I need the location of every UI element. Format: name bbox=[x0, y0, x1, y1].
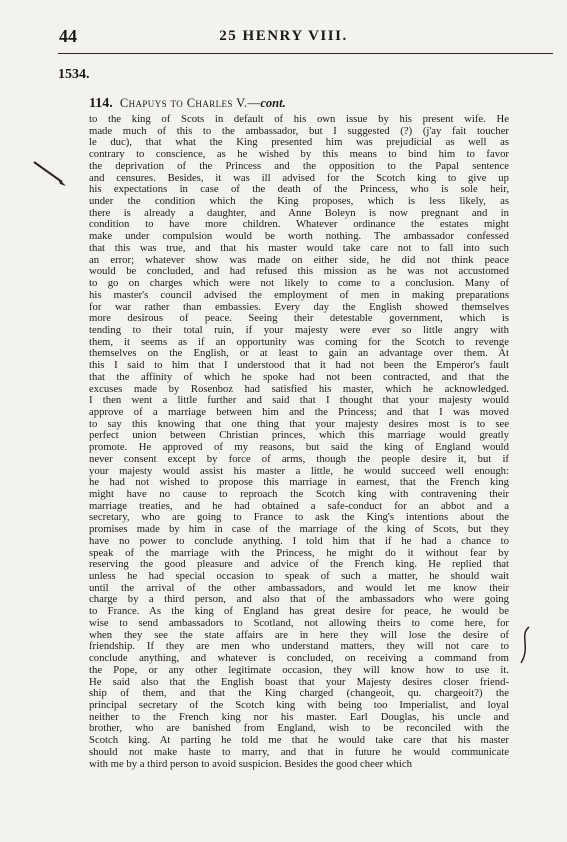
text-line: He said also that the English boast that your Majesty desires closer friend- bbox=[89, 676, 509, 688]
text-line: this I said to him that I understood that it had not been the Emperor's fault bbox=[89, 360, 509, 372]
text-line: have no power to conclude anything. I told him that if he had a chance to bbox=[89, 535, 509, 547]
text-line: Scotch king. At parting he told me that he would take care that his master bbox=[89, 735, 509, 747]
text-line: approve of a marriage between him and the Princess; and that I was moved bbox=[89, 406, 509, 418]
margin-bracket-mark-icon bbox=[515, 625, 535, 665]
text-line: brother, who are banished from England, wish to be reconciled with the bbox=[89, 723, 509, 735]
text-line: charge by a third person, and also that of the ambassadors who were going bbox=[89, 594, 509, 606]
text-line: his master's council advised the employment of men in making preparations bbox=[89, 289, 509, 301]
text-line: and censures. Besides, it was ill advised for the Scotch king to give up bbox=[89, 172, 509, 184]
text-line: might have no cause to reproach the Scotch king with contravening their bbox=[89, 489, 509, 500]
text-line: under the condition which the King proposes, which is less likely, as bbox=[89, 196, 509, 208]
text-line: perfect union between Christian princes, which this marriage would greatly bbox=[89, 430, 509, 442]
text-line: the Pope, or any other legitimate occasion, they will know how to use it. bbox=[89, 664, 509, 676]
text-line: excuses made by Rosenboz had satisfied his master, which he acknowledged. bbox=[89, 383, 509, 395]
text-line: he had not wished to propose this marriage in earnest, that the French king bbox=[89, 477, 509, 489]
text-line: to France. As the king of England has great desire for peace, he would be bbox=[89, 606, 509, 618]
running-head: 25 HENRY VIII. bbox=[219, 28, 348, 44]
text-line: condition to have more children. Whatever ordinance the estates might bbox=[89, 219, 509, 231]
text-line: make under compulsion would be worth nothing. The ambassador confessed bbox=[89, 231, 509, 243]
text-line: friendship. If they are men who understand matters, they will not care to bbox=[89, 641, 509, 653]
text-line: until the arrival of the other ambassadors, and would let me know their bbox=[89, 582, 509, 594]
text-line: le duc), that what the King presented him was prejudicial as well as bbox=[89, 137, 509, 149]
text-line: tending to their total ruin, if your majesty were ever so little angry with bbox=[89, 324, 509, 336]
text-line: would be concluded, and had refused this mission as he was not accustomed bbox=[89, 266, 509, 278]
text-line: made much of this to the ambassador, but I suggested (?) (j'ay fait toucher bbox=[89, 125, 509, 137]
year-marginal: 1534. bbox=[58, 67, 90, 82]
text-line: to go on charges which were not likely to come to a conclusion. Many of bbox=[89, 278, 509, 290]
entry-cont: cont. bbox=[260, 96, 286, 110]
text-line: ship of them, and that the King charged (changeoit, qu. chargeoit?) the bbox=[89, 688, 509, 700]
text-line: the deprivation of the Princess and the opposition to the Papal sentence bbox=[89, 160, 509, 172]
text-line: more desirous of peace. Seeing their detestable government, which is bbox=[89, 313, 509, 325]
margin-pencil-mark-icon bbox=[32, 160, 72, 190]
text-line: contrary to conscience, as he wished by this means to bind him to favor bbox=[89, 149, 509, 161]
text-line: promises made by him in case of the marriage of the king of Scots, but they bbox=[89, 524, 509, 536]
text-line: marriage treaties, and he had obtained a safe-conduct for an abbot and a bbox=[89, 500, 509, 512]
text-line: never consent except by force of arms, though the people desire it, but if bbox=[89, 453, 509, 465]
text-line: wise to send ambassadors to Scotland, not allowing theirs to come here, for bbox=[89, 617, 509, 629]
text-line: speak of the marriage with the Princess, he might do it without fear by bbox=[89, 547, 509, 559]
text-line: neither to the French king nor his master. Earl Douglas, his uncle and bbox=[89, 711, 509, 723]
text-line: promote. He approved of my reasons, but said the king of England would bbox=[89, 442, 509, 454]
text-line: conclude anything, and whatever is concluded, on receiving a command from bbox=[89, 653, 509, 665]
text-line: an error; whatever show was made on either side, he did not think peace bbox=[89, 254, 509, 266]
text-line: that the affinity of which he spoke had not been contracted, and that the bbox=[89, 371, 509, 383]
page-number: 44 bbox=[59, 26, 77, 46]
text-line: with me by a third person to avoid suspicion. Besides the good cheer which bbox=[89, 758, 412, 770]
text-line: I then went a little further and said that I thought that your majesty would bbox=[89, 395, 509, 407]
text-line: should not make haste to marry, and that in future he would communicate bbox=[89, 746, 509, 758]
entry-heading bbox=[89, 96, 286, 112]
header-rule bbox=[58, 53, 553, 54]
text-line: unless he had special occasion to speak of such a matter, he should wait bbox=[89, 571, 509, 583]
text-line: them, it seems as if an opportunity was coming for the Scotch to revenge bbox=[89, 336, 509, 348]
entry-title: Chapuys to Charles V.— bbox=[119, 96, 261, 110]
text-line: for war rather than embassies. Every day the English showed themselves bbox=[89, 301, 509, 313]
text-line: that this was true, and that his master would take care not to fall into such bbox=[89, 242, 509, 254]
text-line: there is already a daughter, and Anne Boleyn is now pregnant and in bbox=[89, 207, 509, 219]
text-line: secretary, who are going to France to ask the King's intentions about the bbox=[89, 512, 509, 524]
text-line: reserving the good pleasure and advice of the French king. He replied that bbox=[89, 559, 509, 571]
text-line: to the king of Scots in default of his own issue by his present wife. He bbox=[89, 114, 509, 125]
text-line: when they see the state affairs are in here they will lose the desire of bbox=[89, 629, 509, 641]
body-text bbox=[89, 114, 509, 770]
text-line: to say this knowing that one thing that your majesty desires most is to see bbox=[89, 418, 509, 430]
text-line: your majesty would assist his master a little, he would succeed well enough: bbox=[89, 465, 509, 477]
text-line: themselves on the English, or at least to gain an advantage over them. At bbox=[89, 348, 509, 360]
entry-number: 114. bbox=[89, 96, 113, 111]
text-line: principal secretary of the Scotch king with being too Imperialist, and loyal bbox=[89, 699, 509, 711]
text-line: his expectations in case of the death of the Princess, who is sole heir, bbox=[89, 184, 509, 196]
